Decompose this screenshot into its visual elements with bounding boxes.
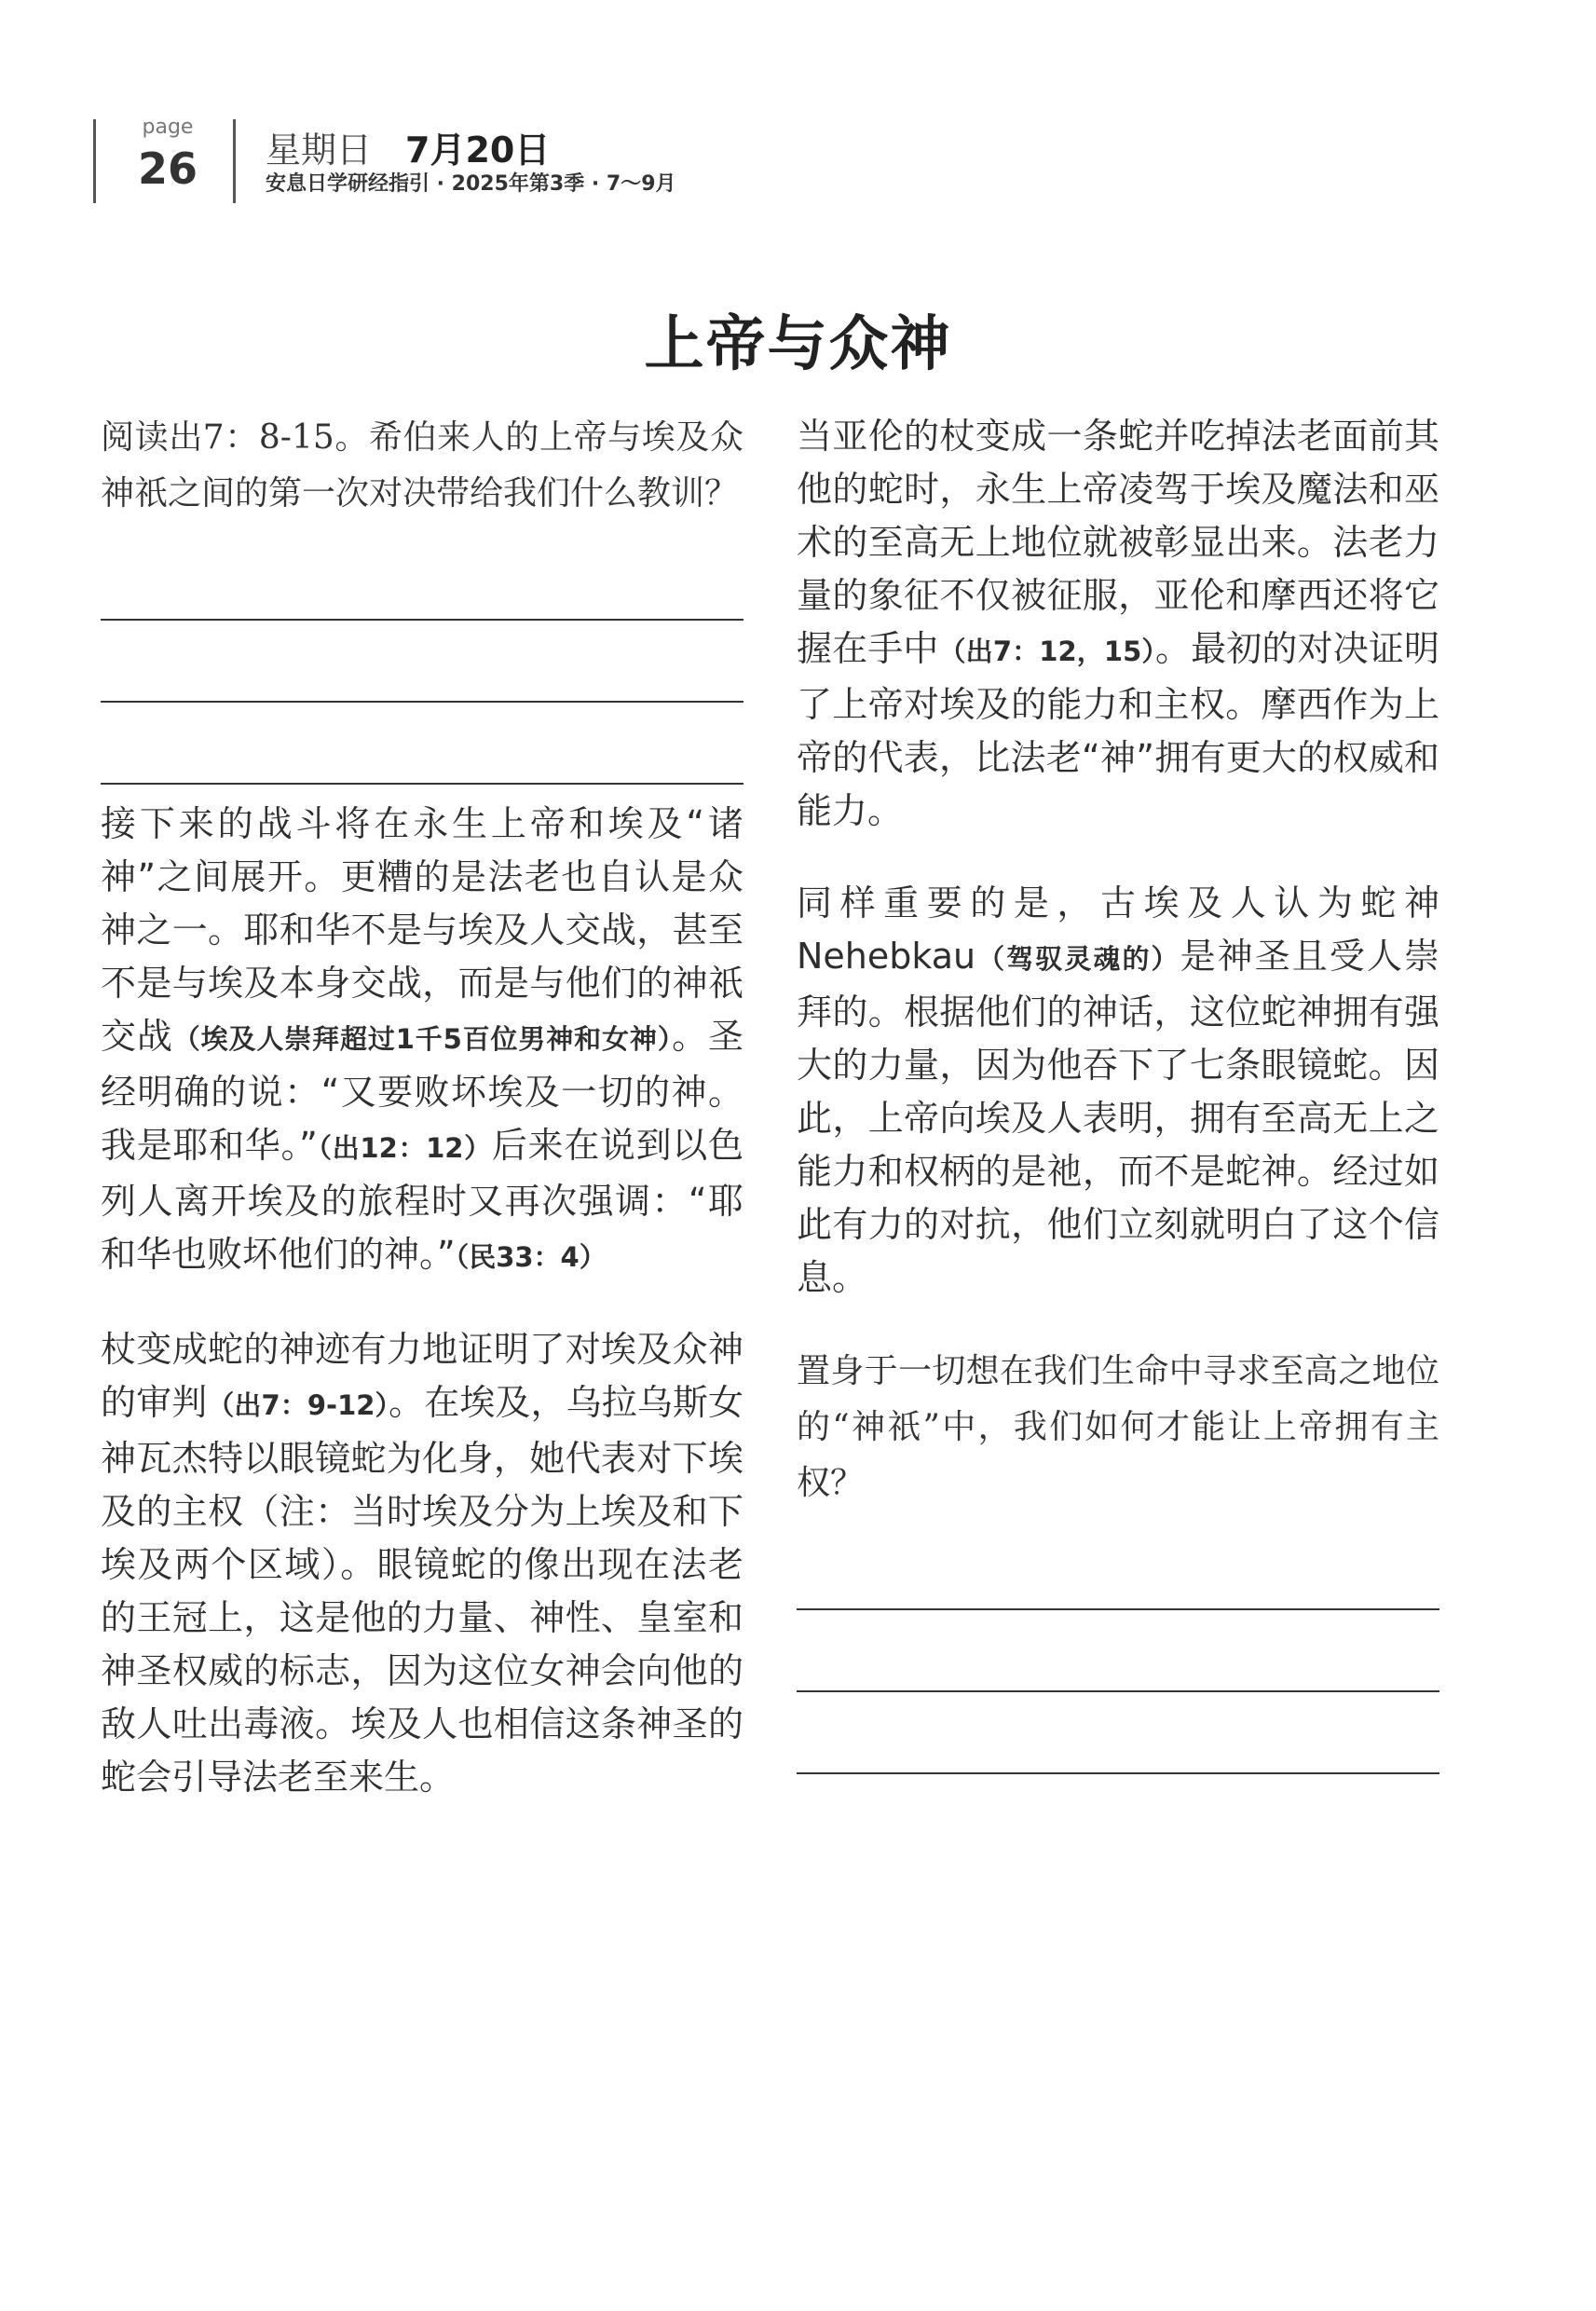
answer-line[interactable] [797,1528,1439,1610]
guide-subtitle: 安息日学研经指引 · 2025年第3季 · 7～9月 [266,172,676,196]
reading-question: 阅读出7：8-15。希伯来人的上帝与埃及众神祇之间的第一次对决带给我们什么教训？ [101,418,743,513]
paragraph [797,877,1439,1305]
lesson-title: 上帝与众神 [644,309,952,379]
answer-line[interactable] [101,539,743,621]
page-label: page [142,116,194,139]
header-divider [233,119,236,203]
reflection-question: 置身于一切想在我们生命中寻求至高之地位的“神祇”中，我们如何才能让上帝拥有主权？ [797,1352,1439,1502]
header-divider [93,119,96,203]
answer-lines [101,539,743,785]
text: 。最初的对决证明了上帝对埃及的能力和主权。摩西作为上帝的代表，比法老“神”拥有更大的权威和能力。 [797,628,1439,831]
scripture-reference: （民33：4） [455,1241,607,1273]
answer-line[interactable] [101,703,743,785]
answer-line[interactable] [797,1692,1439,1774]
page-number: 26 [137,144,198,194]
scripture-note: （驾驭灵魂的） [975,943,1180,975]
day-of-week: 星期日 [266,130,373,171]
scripture-reference: （出7：12，15） [938,636,1156,667]
text: 杖变成蛇的神迹有力地证明了对埃及众神的审判 [101,1329,743,1423]
scripture-note: （埃及人崇拜超过1千5百位男神和女神） [172,1023,673,1055]
text: 后来在说到以色列人离开埃及的旅程时又再次强调：“耶和华也败坏他们的神。” [101,1125,743,1275]
paragraph [101,1323,743,1804]
answer-line[interactable] [101,621,743,703]
date: 7月20日 [405,130,551,171]
scripture-reference: （出7：9-12） [207,1389,389,1421]
text: 是神圣且受人崇拜的。根据他们的神话，这位蛇神拥有强大的力量，因为他吞下了七条眼镜蛇。因此，上帝向埃及人表明，拥有至高无上之能力和权柄的是祂，而不是蛇神。经过如此有力的对抗，他们立刻就明白了这个信息。 [797,936,1439,1298]
text: 同样重要的是，古埃及人认为蛇神Nehebkau [797,882,1439,977]
scripture-reference: （出12：12） [317,1132,492,1164]
text: 当亚伦的杖变成一条蛇并吃掉法老面前其他的蛇时，永生上帝凌驾于埃及魔法和巫术的至高无上地位就被彰显出来。法老力量的象征不仅被征服，亚伦和摩西还将它握在手中 [797,416,1439,669]
right-column [797,410,1439,1774]
left-column [101,410,743,1804]
paragraph [101,798,743,1284]
text: 。在埃及，乌拉乌斯女神瓦杰特以眼镜蛇为化身，她代表对下埃及的主权（注：当时埃及分为上埃及和下埃及两个区域）。眼镜蛇的像出现在法老的王冠上，这是他的力量、神性、皇室和神圣权威的标志，因为这位女神会向他的敌人吐出毒液。埃及人也相信这条神圣的蛇会引导法老至来生。 [101,1382,743,1798]
day-date [266,121,550,172]
answer-line[interactable] [797,1610,1439,1692]
answer-lines [797,1528,1439,1774]
text: 。圣经明确的说：“又要败坏埃及一切的神。我是耶和华。” [101,1016,743,1166]
page-header [93,112,932,205]
paragraph [797,410,1439,838]
text: 接下来的战斗将在永生上帝和埃及“诸神”之间展开。更糟的是法老也自认是众神之一。耶和华不是与埃及人交战，甚至不是与埃及本身交战，而是与他们的神祇交战 [101,803,743,1057]
